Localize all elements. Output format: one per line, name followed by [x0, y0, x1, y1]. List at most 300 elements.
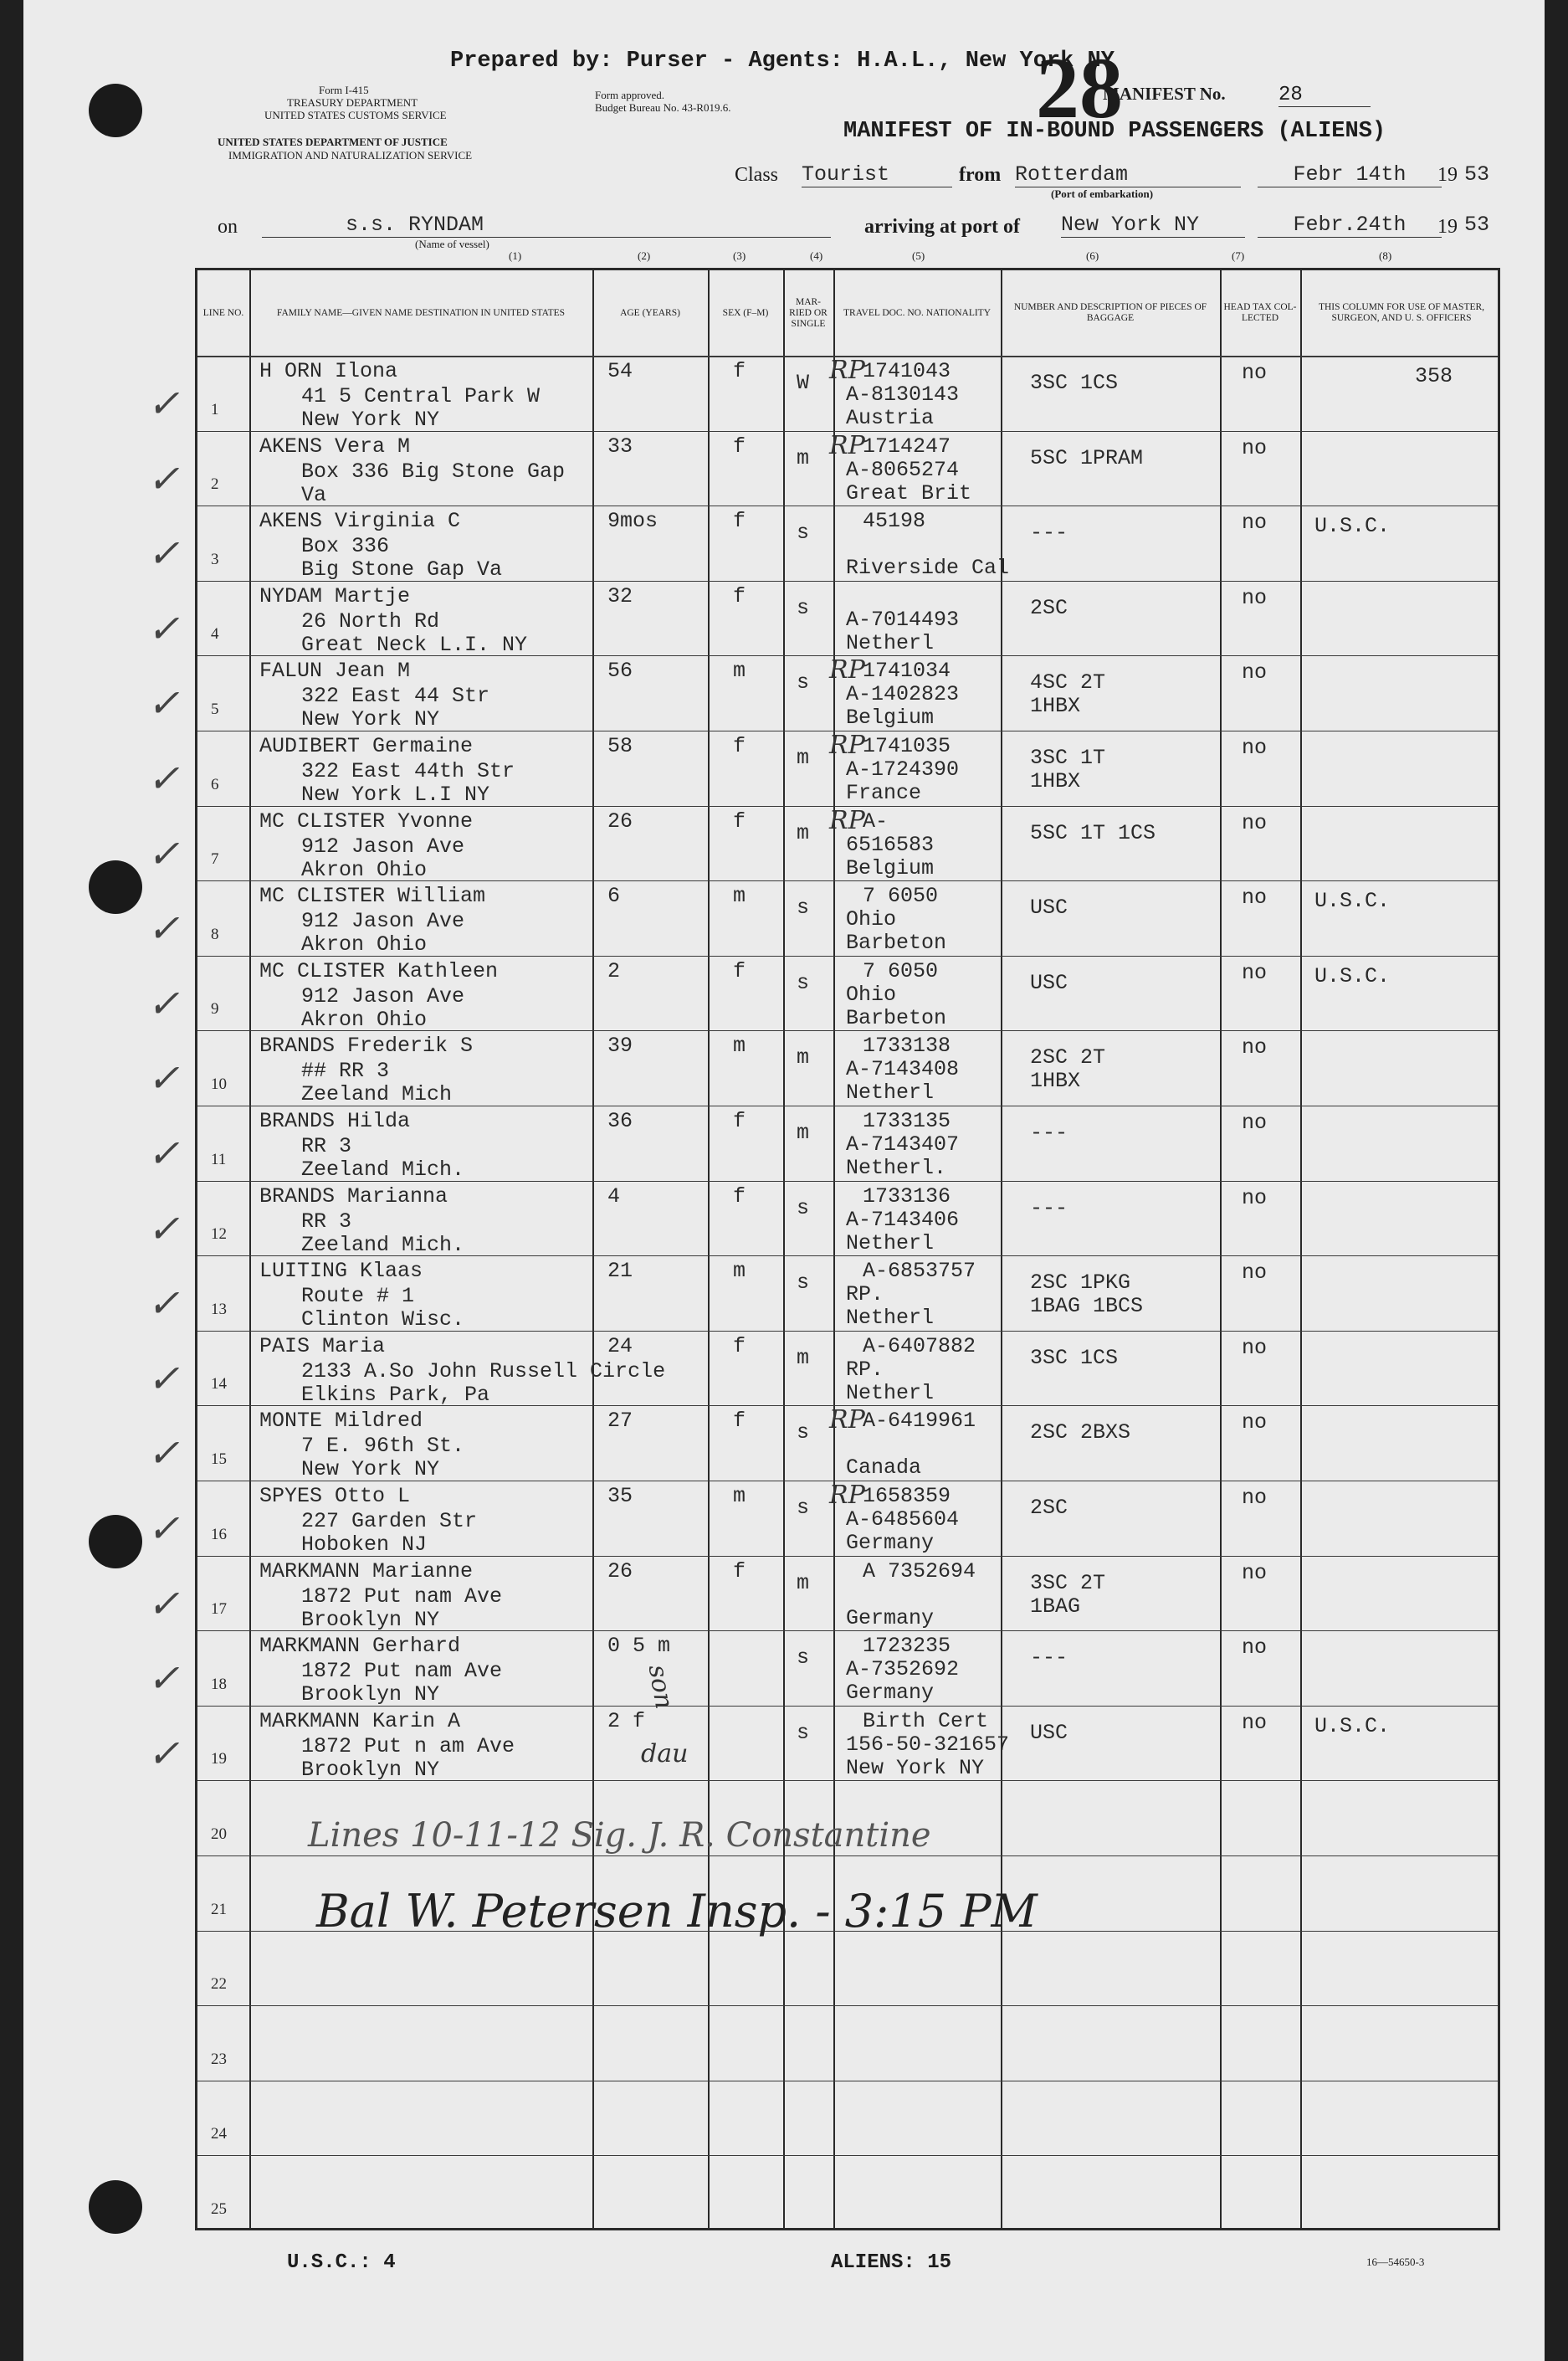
check-mark-icon: ✓ [147, 1430, 180, 1476]
check-mark-icon: ✓ [147, 756, 180, 801]
nationality: Canada [846, 1455, 922, 1481]
head-tax: no [1242, 1635, 1268, 1660]
binder-hole [89, 1515, 142, 1568]
col-index: (5) [912, 249, 925, 262]
travel-doc-1: 1741035 [863, 734, 951, 758]
marital-status: m [797, 1045, 810, 1070]
sex-value: f [733, 583, 746, 608]
head-tax: no [1242, 736, 1268, 760]
passenger-name: PAIS Maria [259, 1333, 386, 1358]
passenger-name: MARKMANN Gerhard [259, 1634, 461, 1659]
age-value: 32 [607, 583, 633, 608]
col-index: (2) [638, 249, 651, 262]
line-number: 12 [211, 1225, 227, 1244]
form-approved: Form approved. [595, 89, 665, 101]
check-mark-icon: ✓ [147, 1655, 180, 1701]
marital-status: s [797, 896, 810, 921]
address-line-2: Hoboken NJ [301, 1532, 428, 1557]
print-code: 16—54650-3 [1366, 2256, 1425, 2268]
rp-mark: RP [829, 356, 865, 385]
check-mark-icon: ✓ [147, 1355, 180, 1401]
binder-hole [89, 2180, 142, 2234]
address-line-2: Brooklyn NY [301, 1757, 440, 1782]
row-divider [197, 1706, 1498, 1707]
col-index: (8) [1379, 249, 1392, 262]
passenger-name: AKENS Virginia C [259, 509, 461, 534]
baggage-line-1: --- [1030, 1195, 1068, 1220]
baggage-line-1: 4SC 2T [1030, 670, 1106, 695]
baggage-line-2: 1BAG [1030, 1594, 1081, 1619]
nationality: Netherl [846, 1080, 935, 1106]
rp-mark: RP [829, 1481, 865, 1510]
rp-mark: RP [829, 805, 865, 835]
travel-doc-1: Birth Cert [863, 1708, 989, 1733]
baggage-line-1: USC [1030, 896, 1068, 921]
travel-doc-2: 156-50-321657 [846, 1732, 1010, 1757]
row-divider [197, 2005, 1498, 2006]
sex-value: m [733, 1259, 746, 1284]
marital-status: s [797, 521, 810, 546]
travel-doc-2: A-7014493 [846, 607, 960, 632]
row-divider [197, 1556, 1498, 1557]
col-index: (4) [810, 249, 823, 262]
travel-doc-2: RP. [846, 1357, 884, 1382]
address-line-1: 2133 A.So John Russell Circle [301, 1358, 666, 1383]
sex-value: m [733, 1034, 746, 1059]
annotation-dau: dau [641, 1739, 689, 1768]
row-divider [197, 581, 1498, 582]
address-line-2: Great Neck L.I. NY [301, 632, 528, 657]
age-value: 39 [607, 1034, 633, 1059]
head-tax: no [1242, 1410, 1268, 1435]
from-value: Rotterdam [1015, 162, 1241, 187]
passenger-name: AKENS Vera M [259, 434, 411, 459]
travel-doc-2: RP. [846, 1282, 884, 1307]
on-label: on [218, 216, 238, 238]
baggage-line-1: 5SC 1PRAM [1030, 445, 1144, 470]
marital-status: s [797, 670, 810, 695]
treasury-dept: TREASURY DEPARTMENT [287, 96, 418, 109]
sex-value: f [733, 1183, 746, 1209]
address-line-1: RR 3 [301, 1134, 352, 1158]
travel-doc-2: Ohio [846, 907, 897, 932]
marital-status: s [797, 1270, 810, 1296]
arrival-year: 53 [1464, 213, 1490, 237]
manifest-title: MANIFEST OF IN-BOUND PASSENGERS (ALIENS) [843, 119, 1386, 144]
age-value: 33 [607, 434, 633, 459]
travel-doc-2: Ohio [846, 982, 897, 1007]
baggage-line-1: --- [1030, 1645, 1068, 1671]
col-header-married: MAR-RIED OR SINGLE [789, 296, 828, 329]
nationality: Netherl. [846, 1156, 947, 1180]
line-number: 1 [211, 400, 219, 418]
nationality: Netherl [846, 1230, 935, 1255]
age-value: 36 [607, 1109, 633, 1133]
line-number: 15 [211, 1450, 227, 1468]
head-tax: no [1242, 1035, 1268, 1060]
officer-note: 358 [1415, 364, 1453, 388]
nationality: France [846, 781, 922, 805]
line-number: 18 [211, 1675, 227, 1693]
address-line-1: 1872 Put n am Ave [301, 1733, 515, 1758]
marital-status: s [797, 1645, 810, 1671]
row-divider [197, 1855, 1498, 1856]
check-mark-icon: ✓ [147, 531, 180, 577]
rp-mark: RP [829, 731, 865, 760]
passenger-name: BRANDS Marianna [259, 1183, 448, 1209]
check-mark-icon: ✓ [147, 1131, 180, 1176]
row-divider [197, 956, 1498, 957]
nationality: Barbeton [846, 931, 947, 956]
sex-value: f [733, 1109, 746, 1133]
passenger-name: MC CLISTER Kathleen [259, 958, 499, 983]
age-value: 6 [607, 884, 621, 909]
officer-note: U.S.C. [1314, 1713, 1391, 1738]
travel-doc-1: A- [863, 808, 889, 834]
row-divider [197, 1630, 1498, 1631]
baggage-line-1: 2SC [1030, 595, 1068, 620]
check-mark-icon: ✓ [147, 906, 180, 952]
check-mark-icon: ✓ [147, 605, 180, 651]
arrival-year-prefix: 19 [1437, 216, 1458, 238]
age-value: 21 [607, 1259, 633, 1284]
address-line-2: Zeeland Mich. [301, 1157, 465, 1182]
head-tax: no [1242, 511, 1268, 536]
check-mark-icon: ✓ [147, 1205, 180, 1251]
row-divider [197, 2155, 1498, 2156]
head-tax: no [1242, 1486, 1268, 1510]
check-mark-icon: ✓ [147, 830, 180, 876]
baggage-line-2: 1HBX [1030, 1069, 1081, 1094]
baggage-line-1: 3SC 1T [1030, 746, 1106, 770]
passenger-name: MARKMANN Marianne [259, 1558, 474, 1583]
vessel-name: s.s. RYNDAM [262, 213, 831, 238]
address-line-1: Box 336 [301, 534, 390, 559]
travel-doc-1: 1741043 [863, 359, 951, 383]
page-number: 28 [1036, 40, 1123, 136]
address-line-2: New York NY [301, 707, 440, 732]
arrival-port: New York NY [1061, 213, 1245, 238]
col-header-sex: SEX (F–M) [722, 307, 769, 318]
age-value: 26 [607, 808, 633, 834]
address-line-1: 912 Jason Ave [301, 909, 465, 934]
address-line-1: 1872 Put nam Ave [301, 1659, 503, 1684]
nationality: Belgium [846, 706, 935, 731]
row-divider [197, 1331, 1498, 1332]
sex-value: f [733, 434, 746, 459]
line-number: 20 [211, 1825, 227, 1843]
nationality: Riverside Cal [846, 556, 1010, 581]
sex-value: f [733, 808, 746, 834]
age-value: 26 [607, 1558, 633, 1583]
nationality: New York NY [846, 1755, 985, 1780]
line-number: 5 [211, 701, 219, 718]
baggage-line-2: 1HBX [1030, 769, 1081, 793]
check-mark-icon: ✓ [147, 1281, 180, 1327]
port-embark-caption: (Port of embarkation) [1051, 187, 1154, 200]
aliens-count: ALIENS: 15 [831, 2251, 952, 2274]
travel-doc-1: 1733136 [863, 1183, 951, 1209]
usc-count: U.S.C.: 4 [287, 2251, 396, 2274]
passenger-name: FALUN Jean M [259, 659, 411, 684]
marital-status: m [797, 1345, 810, 1370]
sex-value: m [733, 884, 746, 909]
address-line-2: Akron Ohio [301, 857, 428, 882]
travel-doc-2: A-7143407 [846, 1132, 960, 1157]
head-tax: no [1242, 1710, 1268, 1735]
manifest-no-value: 28 [1278, 84, 1371, 107]
line-number: 24 [211, 2125, 227, 2143]
head-tax: no [1242, 885, 1268, 911]
col-index: (1) [509, 249, 522, 262]
baggage-line-1: 3SC 2T [1030, 1570, 1106, 1595]
address-line-2: Va [301, 482, 327, 507]
passenger-name: SPYES Otto L [259, 1484, 411, 1508]
sex-value: f [733, 958, 746, 983]
check-mark-icon: ✓ [147, 1055, 180, 1101]
line-number: 25 [211, 2200, 227, 2218]
nationality: Germany [846, 1681, 935, 1706]
travel-doc-2: A-8065274 [846, 457, 960, 482]
age-value: 24 [607, 1333, 633, 1358]
line-number: 7 [211, 850, 219, 869]
age-value: 9mos [607, 509, 658, 534]
annotation-son: son [642, 1662, 679, 1712]
nationality: Netherl [846, 1306, 935, 1331]
nationality: Netherl [846, 630, 935, 655]
vessel-caption: (Name of vessel) [415, 238, 489, 250]
marital-status: s [797, 1420, 810, 1445]
col-index: (6) [1086, 249, 1099, 262]
sex-value: f [733, 359, 746, 383]
head-tax: no [1242, 810, 1268, 835]
head-tax: no [1242, 1335, 1268, 1360]
form-no: Form I-415 [319, 84, 369, 96]
line-number: 13 [211, 1300, 227, 1318]
age-value: 56 [607, 659, 633, 684]
row-divider [197, 1780, 1498, 1781]
from-label: from [959, 164, 1002, 186]
sex-value: f [733, 1558, 746, 1583]
address-line-1: 1872 Put nam Ave [301, 1583, 503, 1609]
line-number: 9 [211, 1000, 219, 1019]
age-value: 0 5 m [607, 1634, 671, 1659]
line-number: 2 [211, 475, 219, 494]
line-number: 6 [211, 775, 219, 793]
travel-doc-1: A-6853757 [863, 1259, 976, 1284]
head-tax: no [1242, 361, 1268, 385]
check-mark-icon: ✓ [147, 980, 180, 1026]
address-line-1: 912 Jason Ave [301, 983, 465, 1009]
col-header-baggage: NUMBER AND DESCRIPTION OF PIECES OF BAGGAGE [1013, 302, 1207, 323]
passenger-name: BRANDS Frederik S [259, 1034, 474, 1059]
check-mark-icon: ✓ [147, 381, 180, 426]
sex-value: f [733, 1409, 746, 1434]
nationality: Netherl [846, 1380, 935, 1405]
baggage-line-1: 2SC 1PKG [1030, 1270, 1131, 1296]
address-line-2: New York NY [301, 408, 440, 432]
annotation-line-21: Bal W. Petersen Insp. - 3:15 PM [316, 1885, 1038, 1938]
head-tax: no [1242, 660, 1268, 685]
check-mark-icon: ✓ [147, 455, 180, 501]
arriving-label: arriving at port of [864, 216, 1020, 238]
address-line-2: Big Stone Gap Va [301, 557, 503, 583]
passenger-name: LUITING Klaas [259, 1259, 423, 1284]
age-value: 58 [607, 734, 633, 758]
marital-status: m [797, 445, 810, 470]
head-tax: no [1242, 1185, 1268, 1210]
check-mark-icon: ✓ [147, 1506, 180, 1551]
col-index: (3) [733, 249, 746, 262]
marital-status: s [797, 1496, 810, 1520]
address-line-2: Zeeland Mich. [301, 1232, 465, 1257]
travel-doc-2: A-1402823 [846, 682, 960, 707]
marital-status: m [797, 746, 810, 770]
row-divider [197, 1255, 1498, 1256]
address-line-2: Akron Ohio [301, 932, 428, 957]
check-mark-icon: ✓ [147, 1730, 180, 1776]
nationality: Germany [846, 1605, 935, 1630]
address-line-1: 227 Garden Str [301, 1509, 478, 1533]
address-line-2: New York NY [301, 1457, 440, 1482]
officer-note: U.S.C. [1314, 963, 1391, 988]
marital-status: W [797, 371, 810, 395]
col-header-travel-doc: TRAVEL DOC. NO. NATIONALITY [843, 307, 991, 318]
depart-date: Febr 14th [1258, 162, 1442, 187]
row-divider [197, 1030, 1498, 1031]
rp-mark: RP [829, 655, 865, 685]
address-line-1: 322 East 44th Str [301, 759, 515, 783]
address-line-1: 7 E. 96th St. [301, 1434, 465, 1459]
address-line-2: Akron Ohio [301, 1007, 428, 1032]
officer-note: U.S.C. [1314, 889, 1391, 914]
passenger-name: AUDIBERT Germaine [259, 734, 474, 758]
head-tax: no [1242, 960, 1268, 985]
nationality: Germany [846, 1531, 935, 1555]
sex-value: f [733, 734, 746, 758]
head-tax: no [1242, 1260, 1268, 1286]
address-line-1: 912 Jason Ave [301, 834, 465, 859]
travel-doc-1: 1741034 [863, 659, 951, 684]
sex-value: m [733, 1484, 746, 1508]
travel-doc-1: 45198 [863, 509, 926, 534]
rp-mark: RP [829, 1405, 865, 1435]
address-line-2: Brooklyn NY [301, 1682, 440, 1707]
passenger-name: H ORN Ilona [259, 359, 398, 383]
baggage-line-1: 2SC [1030, 1496, 1068, 1520]
row-divider [197, 880, 1498, 881]
travel-doc-2: A-7143408 [846, 1057, 960, 1082]
baggage-line-1: 2SC 2T [1030, 1045, 1106, 1070]
address-line-2: Zeeland Mich [301, 1082, 453, 1107]
line-number: 21 [211, 1900, 227, 1918]
rp-mark: RP [829, 430, 865, 460]
age-value: 35 [607, 1484, 633, 1508]
travel-doc-1: 7 6050 [863, 884, 939, 909]
travel-doc-1: 1723235 [863, 1634, 951, 1659]
passenger-name: MC CLISTER William [259, 884, 486, 909]
line-number: 17 [211, 1600, 227, 1619]
line-number: 14 [211, 1375, 227, 1394]
travel-doc-1: 1733135 [863, 1109, 951, 1133]
depart-year: 53 [1464, 162, 1490, 187]
col-header-officers: THIS COLUMN FOR USE OF MASTER, SURGEON, AND U. S. OFFICERS [1318, 302, 1485, 323]
baggage-line-1: 3SC 1CS [1030, 1345, 1119, 1370]
baggage-line-1: 5SC 1T 1CS [1030, 820, 1156, 845]
travel-doc-2: A-1724390 [846, 757, 960, 782]
address-line-1: ## RR 3 [301, 1059, 390, 1084]
passenger-name: MC CLISTER Yvonne [259, 808, 474, 834]
col-index: (7) [1232, 249, 1245, 262]
nationality: Austria [846, 406, 935, 430]
col-header-name: FAMILY NAME—GIVEN NAME DESTINATION IN UNITED STATES [276, 307, 566, 318]
marital-status: s [797, 595, 810, 620]
head-tax: no [1242, 1560, 1268, 1585]
baggage-line-1: 3SC 1CS [1030, 371, 1119, 395]
age-value: 2 [607, 958, 621, 983]
marital-status: s [797, 1720, 810, 1745]
class-value: Tourist [802, 162, 952, 187]
annotation-line-20: Lines 10-11-12 Sig. J. R. Constantine [308, 1816, 931, 1855]
line-number: 10 [211, 1075, 227, 1093]
address-line-2: Brooklyn NY [301, 1607, 440, 1632]
line-number: 16 [211, 1525, 227, 1543]
prepared-by: Prepared by: Purser - Agents: H.A.L., New York NY [450, 49, 1115, 74]
travel-doc-1: A-6407882 [863, 1333, 976, 1358]
travel-doc-1: A 7352694 [863, 1558, 976, 1583]
line-number: 8 [211, 925, 219, 943]
age-value: 4 [607, 1183, 621, 1209]
check-mark-icon: ✓ [147, 680, 180, 726]
line-number: 19 [211, 1750, 227, 1768]
baggage-line-1: 2SC 2BXS [1030, 1420, 1131, 1445]
age-value: 54 [607, 359, 633, 383]
passenger-name: BRANDS Hilda [259, 1109, 411, 1133]
head-tax: no [1242, 435, 1268, 460]
head-tax: no [1242, 1111, 1268, 1135]
address-line-2: Elkins Park, Pa [301, 1382, 490, 1407]
age-value: 27 [607, 1409, 633, 1434]
col-header-line: LINE NO. [202, 307, 244, 318]
passenger-name: MONTE Mildred [259, 1409, 423, 1434]
passenger-name: NYDAM Martje [259, 583, 411, 608]
travel-doc-1: 1714247 [863, 434, 951, 459]
col-header-age: AGE (YEARS) [620, 307, 680, 318]
class-label: Class [735, 164, 779, 186]
row-divider [197, 1181, 1498, 1182]
line-number: 22 [211, 1975, 227, 1994]
travel-doc-2: A-7352692 [846, 1657, 960, 1682]
customs-service: UNITED STATES CUSTOMS SERVICE [264, 109, 447, 121]
sex-value: f [733, 509, 746, 534]
address-line-1: Box 336 Big Stone Gap [301, 459, 566, 484]
baggage-line-1: USC [1030, 970, 1068, 995]
manifest-no-label: MANIFEST No. [1103, 84, 1226, 104]
justice-dept: UNITED STATES DEPARTMENT OF JUSTICE [218, 136, 448, 148]
baggage-line-2: 1BAG 1BCS [1030, 1294, 1144, 1319]
address-line-1: 41 5 Central Park W [301, 384, 541, 408]
address-line-1: RR 3 [301, 1209, 352, 1234]
address-line-2: Clinton Wisc. [301, 1307, 465, 1332]
travel-doc-1: 1658359 [863, 1484, 951, 1508]
age-value: 2 f [607, 1708, 646, 1733]
officer-note: U.S.C. [1314, 514, 1391, 539]
marital-status: m [797, 820, 810, 845]
binder-hole [89, 860, 142, 914]
sex-value: f [733, 1333, 746, 1358]
nationality: Great Brit [846, 480, 972, 506]
travel-doc-1: 1733138 [863, 1034, 951, 1059]
